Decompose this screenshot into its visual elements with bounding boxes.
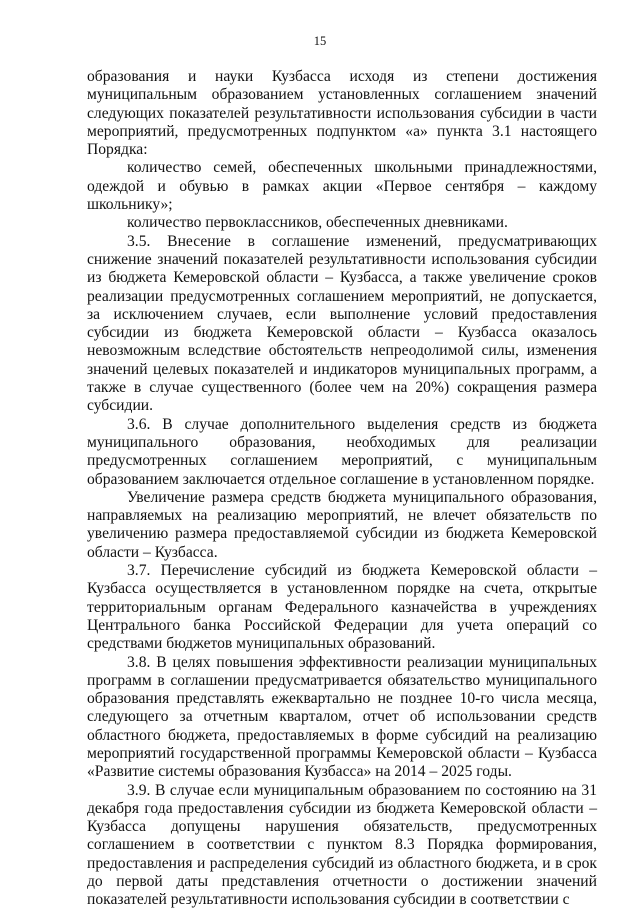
paragraph-continuation: образования и науки Кузбасса исходя из степени достижения муниципальным образованием установленных соглашением значений следующих показателей результативности использования субсидии в части мероприятий, предусмотренных подпунктом «а» пункта 3.1 настоящего Порядка: [87, 68, 597, 159]
list-item-families: количество семей, обеспеченных школьными принадлежностями, одеждой и обувью в рамках акции «Первое сентября – каждому школьнику»; [87, 159, 597, 214]
list-item-first-graders: количество первоклассников, обеспеченных дневниками. [127, 214, 508, 232]
clause-3-8: 3.8. В целях повышения эффективности реализации муниципальных программ в соглашении предусматривается обязательство муниципального образования представлять ежеквартально не позднее 10-го числа месяца, следующего за отчетным кварталом, отчет об использовании средств областного бюджета, предоставляемых в форме субсидий на реализацию мероприятий государственной программы Кемеровской области – Кузбасса «Развитие системы образования Кузбасса» на 2014 – 2025 годы. [87, 653, 597, 781]
clause-3-7: 3.7. Перечисление субсидий из бюджета Кемеровской области – Кузбасса осуществляется в установленном порядке на счета, открытые территориальным органам Федерального казначейства в учреждениях Центрального банка Российской Федерации для учета операций со средствами бюджетов муниципальных образований. [87, 562, 597, 653]
clause-3-5: 3.5. Внесение в соглашение изменений, предусматривающих снижение значений показателей результативности использования субсидии из бюджета Кемеровской области – Кузбасса, а также увеличение сроков реализации предусмотренных соглашением мероприятий, не допускается, за исключением случаев, если выполнение условий предоставления субсидии из бюджета Кемеровской области – Кузбасса оказалось невозможным вследствие обстоятельств непреодолимой силы, изменения значений целевых показателей и индикаторов муниципальных программ, а также в случае существенного (более чем на 20%) сокращения размера субсидии. [87, 232, 597, 415]
clause-3-9: 3.9. В случае если муниципальным образованием по состоянию на 31 декабря года предоставления субсидии из бюджета Кемеровской области – Кузбасса допущены нарушения обязательств, предусмотренных соглашением в соответствии с пунктом 8.3 Порядка формирования, предоставления и распределения субсидий из областного бюджета, и в срок до первой даты представления отчетности о достижении значений показателей результативности использования субсидии в соответствии с [87, 781, 597, 909]
clause-3-6: 3.6. В случае дополнительного выделения средств из бюджета муниципального образования, необходимых для реализации предусмотренных соглашением мероприятий, с муниципальным образованием заключается отдельное соглашение в установленном порядке. [87, 415, 597, 488]
page-number: 15 [313, 34, 327, 48]
clause-3-6-continued: Увеличение размера средств бюджета муниципального образования, направляемых на реализацию мероприятий, не влечет обязательств по увеличению размера предоставляемой субсидии из бюджета Кемеровской области – Кузбасса. [87, 488, 597, 561]
document-body [87, 68, 597, 910]
